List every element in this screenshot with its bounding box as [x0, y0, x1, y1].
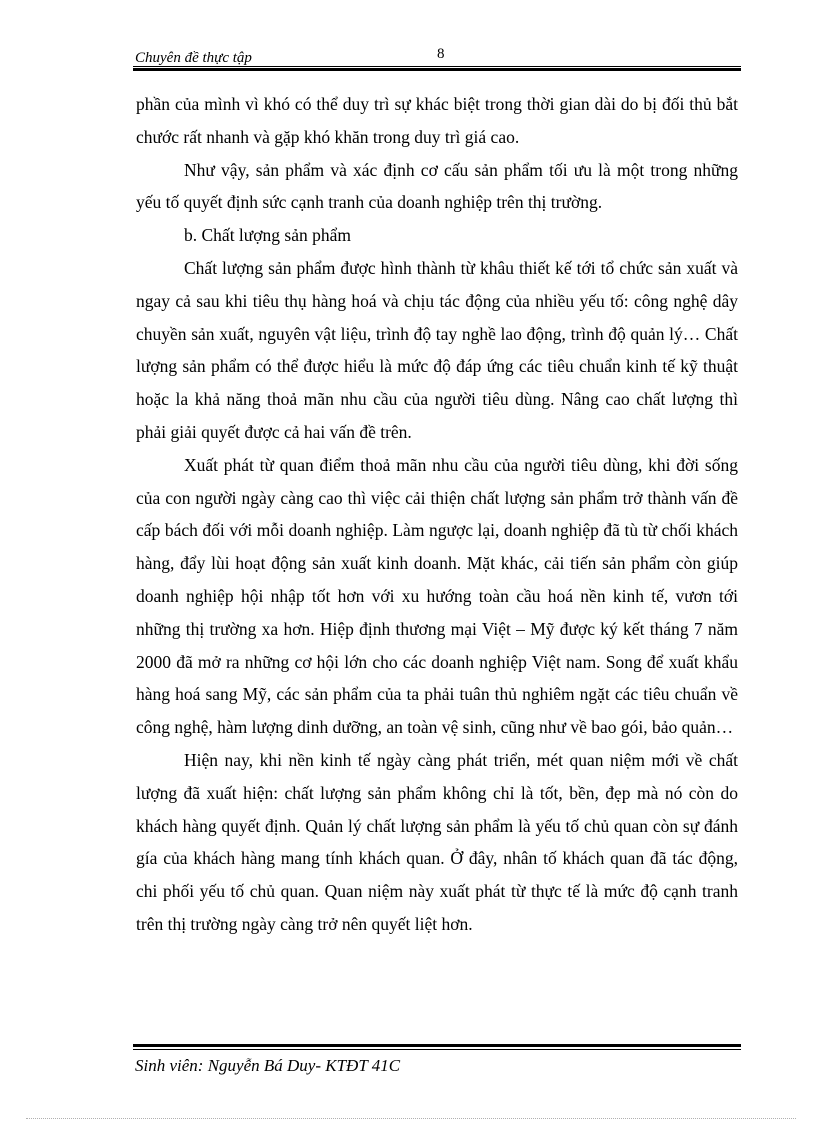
header-rule-thin [133, 66, 741, 67]
header-title: Chuyên đề thực tập [135, 50, 252, 66]
section-heading: b. Chất lượng sản phẩm [184, 225, 351, 246]
page-number: 8 [437, 46, 445, 62]
page-header [133, 46, 741, 72]
paragraph: Hiện nay, khi nền kinh tế ngày càng phát triển, mét quan niệm mới về chất lượng đã xuất hiện: chất lượng sản phẩm không chỉ là tốt, bền, đẹp mà nó còn do khách hàng quyết định. Quản lý chất lượng sản phẩm là yếu tố chủ quan còn sự đánh gía của khách hàng mang tính khách quan. Ở đây, nhân tố khách quan đã tác động, chi phối yếu tố chủ quan. Quan niệm này xuất phát từ thực tế là mức độ cạnh tranh trên thị trường ngày càng trở nên quyết liệt hơn. [136, 749, 738, 934]
paragraph: Xuất phát từ quan điểm thoả mãn nhu cầu của người tiêu dùng, khi đời sống của con người ngày càng cao thì việc cải thiện chất lượng sản phẩm trở thành vấn đề cấp bách đối với mỗi doanh nghiệp. Làm ngược lại, doanh nghiệp đã tù từ chối khách hàng, đẩy lùi hoạt động sản xuất kinh doanh. Mặt khác, cải tiến sản phẩm còn giúp doanh nghiệp hội nhập tốt hơn với xu hướng toàn cầu hoá nền kinh tế, vươn tới những thị trường xa hơn. Hiệp định thương mại Việt – Mỹ được ký kết tháng 7 năm 2000 đã mở ra những cơ hội lớn cho các doanh nghiệp Việt nam. Song để xuất khẩu hàng hoá sang Mỹ, các sản phẩm của ta phải tuân thủ nghiêm ngặt các tiêu chuẩn về công nghệ, hàm lượng dinh dưỡng, an toàn vệ sinh, cũng như về bao gói, bảo quản… [136, 454, 738, 738]
paragraph: Chất lượng sản phẩm được hình thành từ khâu thiết kế tới tổ chức sản xuất và ngay cả sau khi tiêu thụ hàng hoá và chịu tác động của nhiều yếu tố: công nghệ dây chuyền sản xuất, nguyên vật liệu, trình độ tay nghề lao động, trình độ quản lý… Chất lượng sản phẩm có thể được hiểu là mức độ đáp ứng các tiêu chuẩn kinh tế kỹ thuật hoặc la khả năng thoả mãn nhu cầu của người tiêu dùng. Nâng cao chất lượng thì phải giải quyết được cả hai vấn đề trên. [136, 257, 738, 442]
page-edge-divider [26, 1118, 796, 1119]
footer-rule-thick [133, 1044, 741, 1047]
paragraph-continuation: phần của mình vì khó có thể duy trì sự khác biệt trong thời gian dài do bị đối thủ bắt chước rất nhanh và gặp khó khăn trong duy trì giá cao. [136, 94, 738, 147]
header-rule-thick [133, 68, 741, 71]
document-body [136, 88, 738, 941]
paragraph: Như vậy, sản phẩm và xác định cơ cấu sản phẩm tối ưu là một trong những yếu tố quyết định sức cạnh tranh của doanh nghiệp trên thị trường. [136, 159, 738, 213]
footer-rule-thin [133, 1049, 741, 1050]
footer-text: Sinh viên: Nguyễn Bá Duy- KTĐT 41C [135, 1056, 401, 1075]
